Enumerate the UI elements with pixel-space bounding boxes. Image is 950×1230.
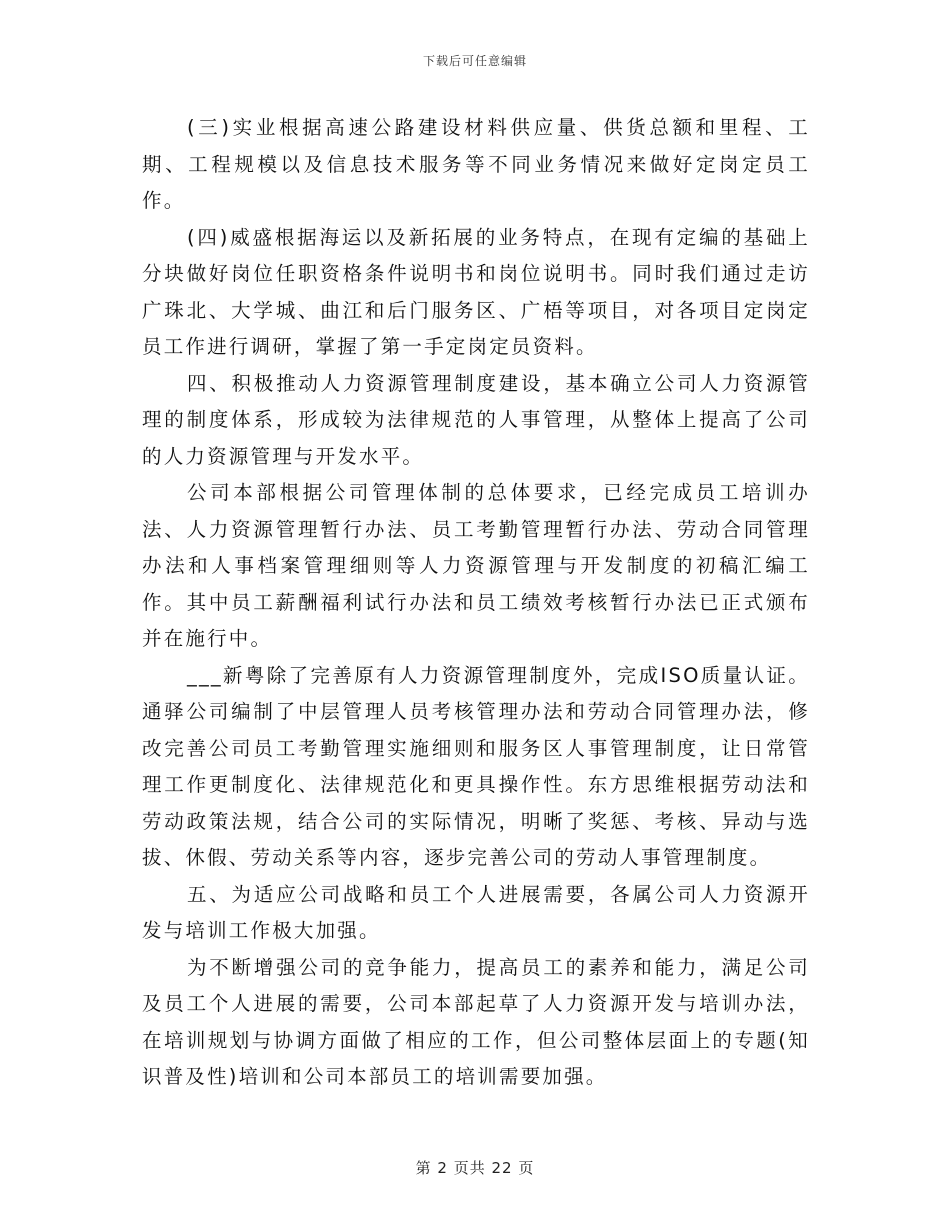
paragraph-headquarters: 公司本部根据公司管理体制的总体要求，已经完成员工培训办法、人力资源管理暂行办法、员工考勤管理暂行办法、劳动合同管理办法和人事档案管理细则等人力资源管理与开发制度的初稿汇编工作。其中员工薪酬福利试行办法和员工绩效考核暂行办法已正式颁布并在施行中。	[142, 481, 810, 650]
paragraph-section-four: 四、积极推动人力资源管理制度建设，基本确立公司人力资源管理的制度体系，形成较为法律规范的人事管理，从整体上提高了公司的人力资源管理与开发水平。	[142, 371, 810, 468]
page-header: 下载后可任意编辑	[422, 54, 527, 68]
paragraph-xinyue: ___新粤除了完善原有人力资源管理制度外，完成ISO质量认证。通驿公司编制了中层管理人员考核管理办法和劳动合同管理办法，修改完善公司员工考勤管理实施细则和服务区人事管理制度，让日常管理工作更制度化、法律规范化和更具操作性。东方思维根据劳动法和劳动政策法规，结合公司的实际情况，明晰了奖惩、考核、异动与选拔、休假、劳动关系等内容，逐步完善公司的劳动人事管理制度。	[142, 663, 810, 869]
page-footer: 第 2 页共 22 页	[415, 1159, 535, 1177]
document-body	[142, 110, 810, 1096]
paragraph-3-shiye: (三)实业根据高速公路建设材料供应量、供货总额和里程、工期、工程规模以及信息技术服务等不同业务情况来做好定岗定员工作。	[142, 116, 810, 212]
paragraph-4-weisheng: (四)威盛根据海运以及新拓展的业务特点，在现有定编的基础上分块做好岗位任职资格条件说明书和岗位说明书。同时我们通过走访广珠北、大学城、曲江和后门服务区、广梧等项目，对各项目定岗定员工作进行调研，掌握了第一手定岗定员资料。	[142, 225, 810, 358]
paragraph-section-five: 五、为适应公司战略和员工个人进展需要，各属公司人力资源开发与培训工作极大加强。	[142, 882, 810, 942]
paragraph-training: 为不断增强公司的竞争能力，提高员工的素养和能力，满足公司及员工个人进展的需要，公司本部起草了人力资源开发与培训办法，在培训规划与协调方面做了相应的工作，但公司整体层面上的专题(知识普及性)培训和公司本部员工的培训需要加强。	[142, 955, 810, 1088]
